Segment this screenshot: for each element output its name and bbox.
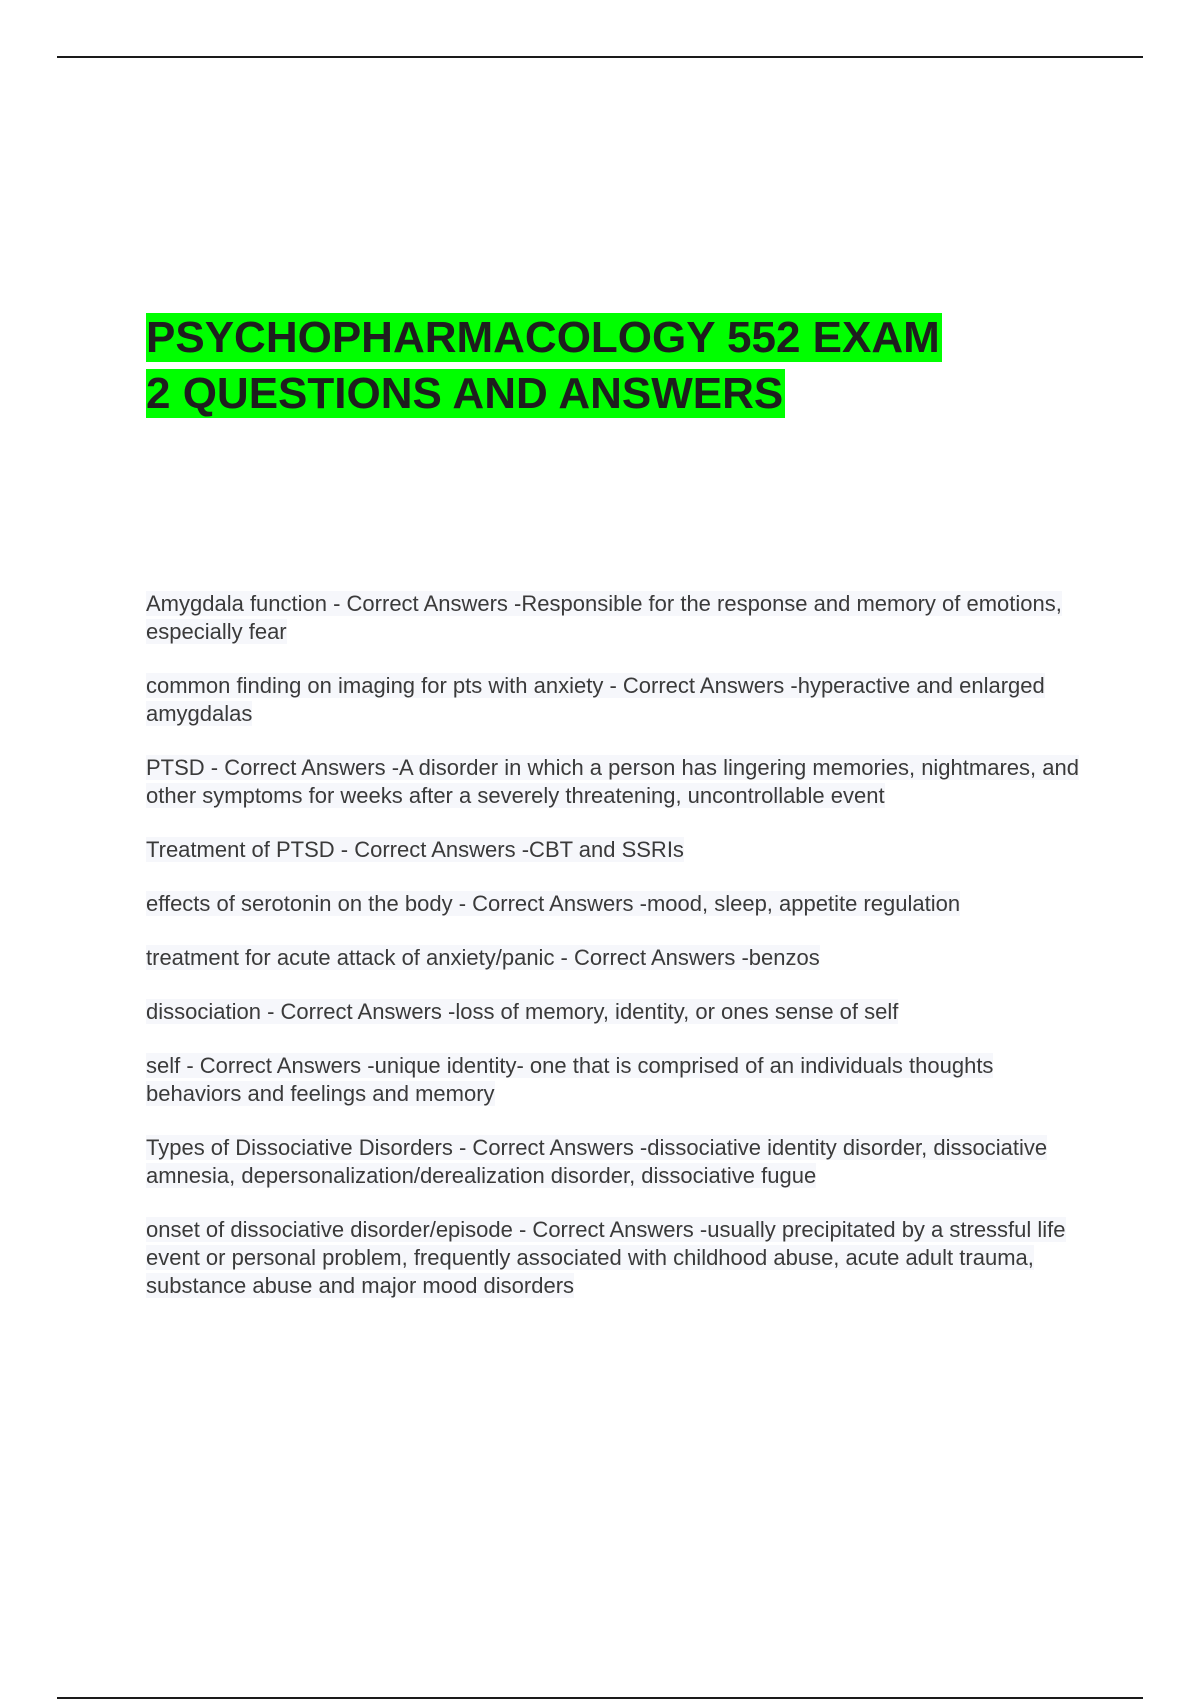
- bottom-rule: [57, 1697, 1143, 1699]
- qa-text: onset of dissociative disorder/episode - Correct Answers -usually precipitated by a stressful life event or personal problem, frequently associated with childhood abuse, acute adult trauma, substance abuse and major mood disorders: [146, 1217, 1066, 1298]
- qa-text: Treatment of PTSD - Correct Answers -CBT and SSRIs: [146, 837, 684, 862]
- qa-item: [146, 672, 1086, 728]
- qa-text: common finding on imaging for pts with anxiety - Correct Answers -hyperactive and enlarged amygdalas: [146, 673, 1045, 726]
- top-rule: [57, 56, 1143, 58]
- qa-item: [146, 1216, 1086, 1300]
- document-title: [146, 310, 1046, 422]
- qa-item: [146, 754, 1086, 810]
- qa-item: [146, 836, 1086, 864]
- title-line-2: 2 QUESTIONS AND ANSWERS: [146, 369, 784, 418]
- qa-text: treatment for acute attack of anxiety/panic - Correct Answers -benzos: [146, 945, 820, 970]
- qa-item: [146, 998, 1086, 1026]
- qa-item: [146, 1052, 1086, 1108]
- title-line-1: PSYCHOPHARMACOLOGY 552 EXAM: [146, 313, 940, 362]
- qa-text: Amygdala function - Correct Answers -Responsible for the response and memory of emotions, especially fear: [146, 591, 1062, 644]
- qa-item: [146, 590, 1086, 646]
- qa-text: effects of serotonin on the body - Correct Answers -mood, sleep, appetite regulation: [146, 891, 961, 916]
- qa-item: [146, 890, 1086, 918]
- qa-list: [146, 590, 1086, 1326]
- qa-item: [146, 1134, 1086, 1190]
- qa-text: PTSD - Correct Answers -A disorder in which a person has lingering memories, nightmares, and other symptoms for weeks after a severely threatening, uncontrollable event: [146, 755, 1079, 808]
- qa-item: [146, 944, 1086, 972]
- qa-text: self - Correct Answers -unique identity- one that is comprised of an individuals thoughts behaviors and feelings and memory: [146, 1053, 994, 1106]
- qa-text: Types of Dissociative Disorders - Correct Answers -dissociative identity disorder, dissociative amnesia, depersonalization/derealization disorder, dissociative fugue: [146, 1135, 1048, 1188]
- qa-text: dissociation - Correct Answers -loss of memory, identity, or ones sense of self: [146, 999, 899, 1024]
